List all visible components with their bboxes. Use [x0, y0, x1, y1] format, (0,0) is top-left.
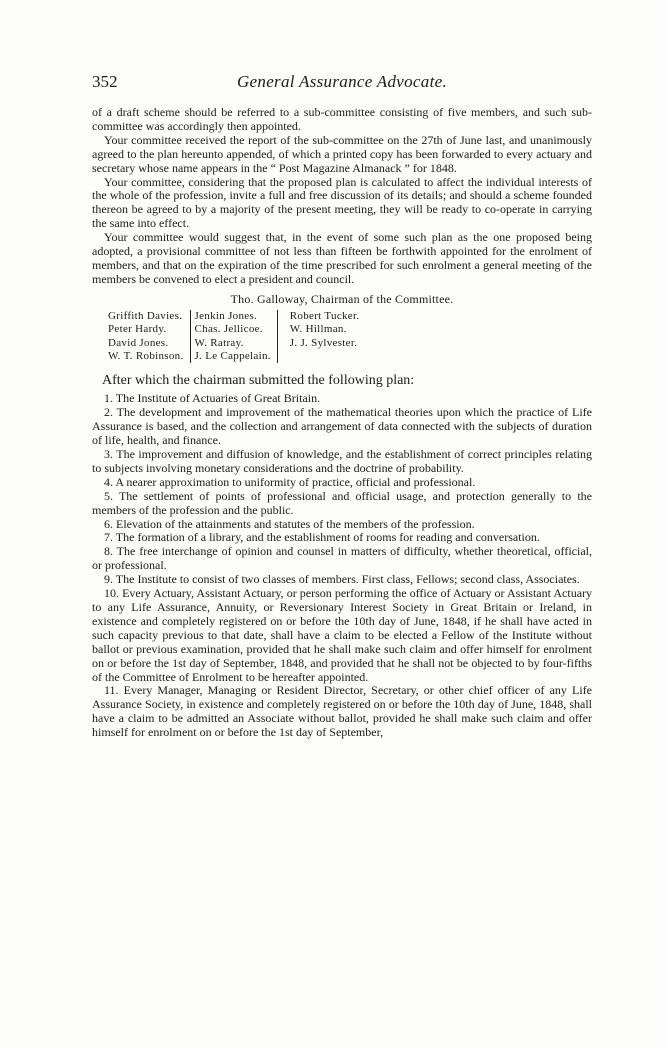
- plan-item: [92, 573, 592, 587]
- committee-member: J. Le Cappelain.: [194, 350, 271, 362]
- paragraph: Your committee received the report of the sub-committee on the 27th of June last, and unanimously agreed to the plan hereunto appended, of which a printed copy has been forwarded to every actuary and secretary whose name appears in the “ Post Magazine Almanack ” for 1848.: [92, 132, 592, 175]
- plan-item-number: 6.: [104, 516, 113, 531]
- plan-item: [92, 448, 592, 476]
- document-page: [92, 72, 592, 740]
- plan-list: [92, 392, 592, 740]
- plan-item-number: 7.: [104, 530, 113, 545]
- page-header: [92, 72, 592, 98]
- committee-member: Jenkin Jones.: [194, 309, 258, 322]
- plan-item: [92, 531, 592, 545]
- committee-column: [108, 310, 190, 364]
- plan-item-number: 5.: [104, 488, 113, 503]
- plan-item-number: 1.: [104, 391, 113, 406]
- plan-item-text: A nearer approximation to uniformity of practice, official and professional.: [115, 474, 476, 489]
- paragraph: Your committee, considering that the proposed plan is calculated to affect the individual interests of the whole of the profession, invite a full and free discussion of its details; and should a scheme founded thereon be agreed to by a majority of the present meeting, they will be ready to co-operate in carrying the same into effect.: [92, 174, 592, 231]
- plan-item-text: Every Actuary, Assistant Actuary, or person performing the office of Actuary or Assistant Actuary to any Life Assurance, Annuity, or Reversionary Interest Society in Great Britain or Ireland, in existence and completely registered on or before the 10th day of June, 1848, if he shall have acted in such capacity previous to that date, shall have a claim to be elected a Fellow of the Institute without ballot or previous examination, provided that he shall make such claim and offer himself for enrolment on or before the 1st day of September, 1848, and provided that he shall not be objected to by four-fifths of the Committee of Enrolment to be hereafter appointed.: [92, 586, 593, 684]
- plan-item: [92, 392, 592, 406]
- chairman-signature: Tho. Galloway, Chairman of the Committee.: [230, 291, 454, 306]
- committee-member: Griffith Davies.: [108, 309, 183, 322]
- plan-item-text: The Institute to consist of two classes of members. First class, Fellows; second class, Associates.: [115, 572, 580, 587]
- plan-item: [92, 684, 592, 740]
- plan-item-number: 11.: [104, 683, 119, 698]
- plan-intro: After which the chairman submitted the following plan:: [102, 373, 415, 389]
- page-number: 352: [92, 72, 118, 91]
- committee-member: W. T. Robinson.: [108, 350, 184, 362]
- plan-item-text: The development and improvement of the mathematical theories upon which the practice of Life Assurance is based, and the collection and arrangement of data connected with the subjects of duration of life, health, and finance.: [92, 405, 592, 448]
- committee-member: Robert Tucker.: [289, 309, 360, 322]
- plan-item-number: 8.: [104, 544, 113, 559]
- committee-member: W. Ratray.: [194, 336, 244, 349]
- plan-item-number: 10.: [104, 586, 119, 601]
- committee-names: [108, 310, 592, 364]
- plan-item: [92, 490, 592, 518]
- paragraph: of a draft scheme should be referred to a sub-committee consisting of five members, and such sub-committee was accordingly then appointed.: [92, 105, 592, 133]
- committee-member: J. J. Sylvester.: [289, 336, 358, 349]
- plan-item-text: The improvement and diffusion of knowledge, and the establishment of correct principles relating to subjects involving monetary considerations and the doctrine of probability.: [92, 447, 592, 475]
- plan-item-text: The Institute of Actuaries of Great Britain.: [115, 391, 321, 406]
- plan-item-text: Elevation of the attainments and statutes of the members of the profession.: [116, 516, 475, 531]
- plan-item: [92, 476, 592, 490]
- plan-item-text: The formation of a library, and the establishment of rooms for reading and conversation.: [115, 530, 540, 545]
- plan-item: [92, 406, 592, 448]
- plan-item-number: 2.: [104, 405, 113, 420]
- plan-item-number: 4.: [104, 474, 113, 489]
- plan-item-number: 3.: [104, 447, 113, 462]
- running-title: General Assurance Advocate.: [236, 72, 447, 91]
- plan-item: [92, 545, 592, 573]
- committee-member: Chas. Jellicoe.: [194, 323, 263, 336]
- committee-member: Peter Hardy.: [108, 323, 167, 336]
- plan-item-text: Every Manager, Managing or Resident Director, Secretary, or other chief officer of any Life Assurance Society, in existence and completely registered on or before the 10th day of June, 1848, shall have a claim to be admitted an Associate without ballot, provided he shall make such claim and offer himself for enrolment on or before the 1st day of September,: [92, 683, 593, 740]
- plan-item: [92, 518, 592, 532]
- plan-item-text: The free interchange of opinion and counsel in matters of difficulty, whether theoretical, official, or professional.: [92, 544, 592, 573]
- plan-item-number: 9.: [104, 572, 113, 587]
- paragraph: Your committee would suggest that, in the event of some such plan as the one proposed being adopted, a provisional committee of not less than fifteen be forthwith appointed for the enrolment of members, and that on the expiration of the time prescribed for such enrolment a general meeting of the members be convened to elect a president and council.: [92, 230, 592, 286]
- committee-member: W. Hillman.: [289, 323, 347, 336]
- committee-column: [286, 310, 366, 364]
- committee-column: [190, 310, 278, 364]
- plan-item-text: The settlement of points of professional and official usage, and protection generally to the members of the profession and the public.: [92, 488, 592, 517]
- committee-member: David Jones.: [108, 336, 169, 349]
- plan-item: [92, 587, 592, 684]
